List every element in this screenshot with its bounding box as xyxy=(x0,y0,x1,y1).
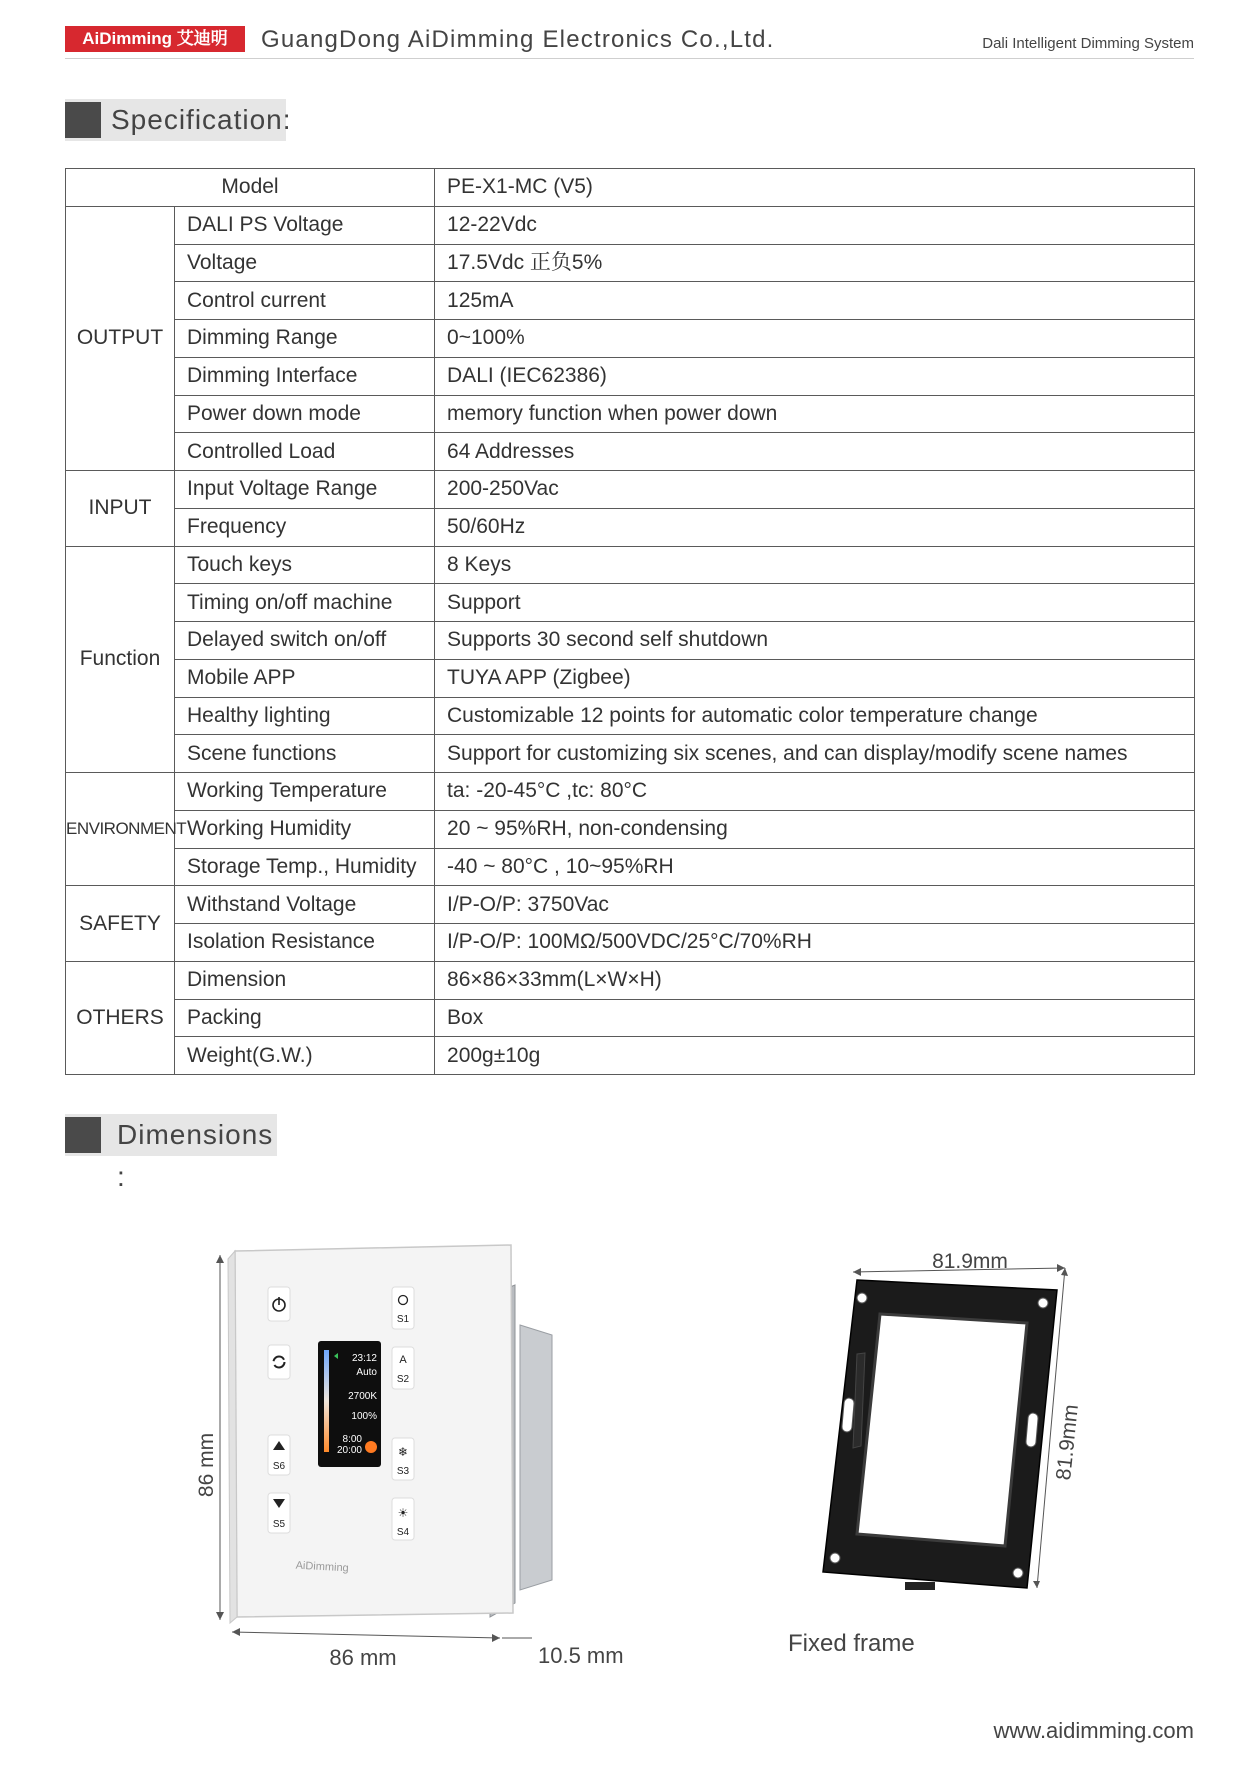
spec-value: 12-22Vdc xyxy=(435,206,1195,244)
spec-row xyxy=(66,206,1195,244)
spec-value: Supports 30 second self shutdown xyxy=(435,622,1195,660)
key-s5-label: S5 xyxy=(272,1519,286,1530)
spec-label: Power down mode xyxy=(175,395,435,433)
system-name: Dali Intelligent Dimming System xyxy=(982,35,1194,52)
spec-group-name: ENVIRONMENT xyxy=(66,773,175,886)
spec-row xyxy=(66,546,1195,584)
snowflake-icon: ❄ xyxy=(397,1445,409,1459)
spec-label: Voltage xyxy=(175,244,435,282)
spec-value: 8 Keys xyxy=(435,546,1195,584)
spec-value: 17.5Vdc 正负5% xyxy=(435,244,1195,282)
key-s2 xyxy=(392,1347,414,1389)
spec-value: TUYA APP (Zigbee) xyxy=(435,659,1195,697)
key-s6 xyxy=(268,1435,290,1475)
spec-value: 200g±10g xyxy=(435,1037,1195,1075)
frame-caption: Fixed frame xyxy=(788,1630,915,1657)
spec-section-title xyxy=(65,99,292,141)
panel-screen xyxy=(318,1341,381,1467)
screen-on-time: 8:00 xyxy=(342,1434,362,1445)
spec-section-label: Specification: xyxy=(111,104,292,135)
key-s3-label: S3 xyxy=(396,1466,410,1477)
spec-row xyxy=(66,433,1195,471)
dims-section-title xyxy=(65,1114,277,1192)
spec-row xyxy=(66,773,1195,811)
key-s6-label: S6 xyxy=(272,1461,286,1472)
spec-row xyxy=(66,395,1195,433)
spec-label: Healthy lighting xyxy=(175,697,435,735)
letter-a-icon: A xyxy=(399,1354,407,1366)
screen-time: 23:12 xyxy=(351,1353,377,1364)
panel-dimension-figure xyxy=(180,1225,660,1670)
spec-value: Support xyxy=(435,584,1195,622)
company-name: GuangDong AiDimming Electronics Co.,Ltd. xyxy=(261,26,775,53)
spec-row xyxy=(66,508,1195,546)
key-s3 xyxy=(392,1438,414,1480)
spec-row xyxy=(66,810,1195,848)
section-square-icon xyxy=(65,102,101,138)
sun-icon: ☀ xyxy=(397,1506,409,1520)
spec-label: Controlled Load xyxy=(175,433,435,471)
spec-value: 64 Addresses xyxy=(435,433,1195,471)
spec-row xyxy=(66,848,1195,886)
spec-label: Timing on/off machine xyxy=(175,584,435,622)
spec-row xyxy=(66,886,1195,924)
spec-value: DALI (IEC62386) xyxy=(435,357,1195,395)
spec-row xyxy=(66,357,1195,395)
spec-row xyxy=(66,961,1195,999)
spec-value: 50/60Hz xyxy=(435,508,1195,546)
spec-label: Control current xyxy=(175,282,435,320)
spec-label: Packing xyxy=(175,999,435,1037)
spec-value: ta: -20-45°C ,tc: 80°C xyxy=(435,773,1195,811)
cct-gradient-bar xyxy=(324,1350,329,1452)
power-key xyxy=(268,1287,290,1321)
frame-dim-top: 81.9mm xyxy=(932,1250,1008,1273)
screen-off-time: 20:00 xyxy=(336,1445,362,1456)
page-header xyxy=(65,24,1194,59)
spec-label: Storage Temp., Humidity xyxy=(175,848,435,886)
refresh-key xyxy=(268,1345,290,1379)
spec-row xyxy=(66,659,1195,697)
spec-group-name: INPUT xyxy=(66,471,175,547)
spec-value: memory function when power down xyxy=(435,395,1195,433)
spec-label: Mobile APP xyxy=(175,659,435,697)
spec-label: Dimension xyxy=(175,961,435,999)
screen-level: 100% xyxy=(351,1411,377,1422)
spec-group-name: OUTPUT xyxy=(66,206,175,470)
spec-label: Isolation Resistance xyxy=(175,924,435,962)
frame-dim-side: 81.9mm xyxy=(1052,1403,1083,1482)
key-s2-label: S2 xyxy=(396,1374,410,1385)
footer-url: www.aidimming.com xyxy=(993,1718,1194,1743)
model-value: PE-X1-MC (V5) xyxy=(435,169,1195,207)
spec-value: 125mA xyxy=(435,282,1195,320)
spec-value: Box xyxy=(435,999,1195,1037)
spec-label: Touch keys xyxy=(175,546,435,584)
spec-row xyxy=(66,584,1195,622)
spec-value: Support for customizing six scenes, and can display/modify scene names xyxy=(435,735,1195,773)
alarm-icon xyxy=(365,1441,377,1453)
spec-value: I/P-O/P: 3750Vac xyxy=(435,886,1195,924)
spec-label: Dimming Interface xyxy=(175,357,435,395)
spec-label: Frequency xyxy=(175,508,435,546)
spec-row xyxy=(66,999,1195,1037)
spec-row xyxy=(66,622,1195,660)
spec-group-name: Function xyxy=(66,546,175,773)
spec-label: Delayed switch on/off xyxy=(175,622,435,660)
spec-label: Input Voltage Range xyxy=(175,471,435,509)
spec-row xyxy=(66,735,1195,773)
spec-group-name: SAFETY xyxy=(66,886,175,962)
spec-row xyxy=(66,471,1195,509)
spec-table xyxy=(65,168,1195,1075)
spec-label: Withstand Voltage xyxy=(175,886,435,924)
spec-value: I/P-O/P: 100MΩ/500VDC/25°C/70%RH xyxy=(435,924,1195,962)
panel-dim-depth: 10.5 mm xyxy=(538,1643,624,1668)
spec-row-model xyxy=(66,169,1195,207)
spec-row xyxy=(66,320,1195,358)
key-s4 xyxy=(392,1498,414,1540)
spec-group-name: OTHERS xyxy=(66,961,175,1074)
panel-dim-height: 86 mm xyxy=(195,1432,218,1498)
key-s1-label: S1 xyxy=(396,1314,410,1325)
spec-label: Working Temperature xyxy=(175,773,435,811)
key-s4-label: S4 xyxy=(396,1527,410,1538)
panel-brand: AiDimming xyxy=(295,1559,350,1575)
spec-value: 86×86×33mm(L×W×H) xyxy=(435,961,1195,999)
spec-row xyxy=(66,1037,1195,1075)
spec-label: DALI PS Voltage xyxy=(175,206,435,244)
panel-dim-width: 86 mm xyxy=(329,1645,397,1670)
screen-cct: 2700K xyxy=(348,1391,377,1402)
spec-row xyxy=(66,924,1195,962)
key-s1 xyxy=(392,1287,414,1329)
spec-value: -40 ~ 80°C , 10~95%RH xyxy=(435,848,1195,886)
spec-row xyxy=(66,697,1195,735)
spec-label: Scene functions xyxy=(175,735,435,773)
spec-row xyxy=(66,244,1195,282)
section-square-icon xyxy=(65,1117,101,1153)
spec-value: Customizable 12 points for automatic color temperature change xyxy=(435,697,1195,735)
spec-label: Weight(G.W.) xyxy=(175,1037,435,1075)
screen-mode: Auto xyxy=(356,1367,377,1378)
spec-label: Dimming Range xyxy=(175,320,435,358)
spec-label: Working Humidity xyxy=(175,810,435,848)
mounting-frame xyxy=(823,1280,1057,1590)
model-label: Model xyxy=(66,169,435,207)
spec-value: 200-250Vac xyxy=(435,471,1195,509)
frame-dimension-figure xyxy=(795,1250,1115,1678)
spec-value: 20 ~ 95%RH, non-condensing xyxy=(435,810,1195,848)
brand-logo: AiDimming 艾迪明 xyxy=(65,26,245,52)
key-s5 xyxy=(268,1493,290,1533)
spec-row xyxy=(66,282,1195,320)
spec-value: 0~100% xyxy=(435,320,1195,358)
dims-section-label: Dimensions : xyxy=(117,1119,274,1192)
